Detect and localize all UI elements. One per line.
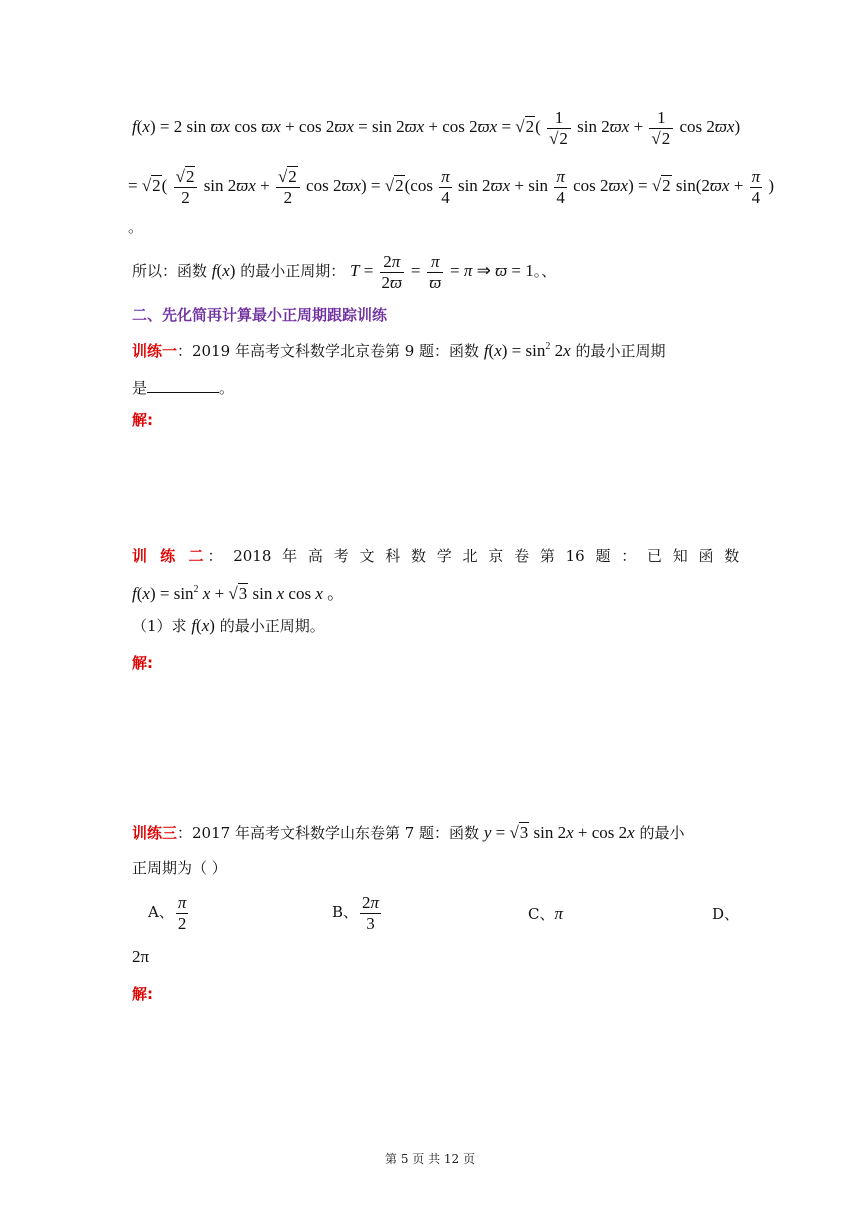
training-2-question — [132, 615, 325, 636]
period-formula: T = — [349, 261, 378, 281]
option-a[interactable] — [148, 893, 190, 933]
page-footer: 第 5 页 共 12 页 — [385, 1152, 475, 1166]
option-b[interactable] — [332, 893, 383, 933]
period-result: = π ⇒ ϖ = 1 — [450, 261, 534, 281]
training-1-text: ：2019 年高考文科数学北京卷第 9 题：函数 — [177, 342, 484, 360]
option-c-value: π — [554, 904, 564, 923]
training-2-question-prefix: （1）求 — [132, 617, 192, 635]
derivation-expr-2d: sin 2ϖx + sin — [457, 175, 549, 195]
training-2-function: $f(x) = \sin^2 x + √3$ sin x cos x 。 — [132, 584, 345, 603]
option-c[interactable] — [528, 903, 563, 924]
derivation-expr-1c: cos 2ϖx) — [679, 116, 741, 136]
training-2-question-suffix: 的最小正周期。 — [219, 617, 325, 635]
training-1-label: 训练一 — [132, 342, 178, 360]
training-1-text-after: 的最小正周期 — [575, 342, 666, 360]
fraction: $\frac{2\pi}{2ϖ}$ — [381, 252, 403, 292]
derivation-expr-2e: cos 2ϖx) = √2 sin(2ϖx + — [573, 175, 748, 195]
option-d-letter: D、 — [712, 905, 740, 923]
training-3-line-1 — [132, 822, 685, 843]
conclusion-suffix: 。、 — [533, 262, 557, 281]
derivation-expr-2f: ) — [768, 175, 775, 195]
option-d-value: 2π — [132, 947, 150, 966]
fraction: $\frac{\pi}{4}$ — [556, 167, 565, 207]
option-c-letter: C、 — [528, 905, 555, 923]
option-d[interactable] — [712, 903, 739, 924]
training-1-solution-label: 解: — [132, 411, 153, 429]
training-1-function: $f(x) = \sin^2 2x$ — [483, 341, 571, 360]
training-3-solution-label: 解: — [132, 985, 153, 1003]
option-b-value: $\frac{2\pi}{3}$ — [362, 893, 380, 933]
training-1-line-2 — [132, 377, 234, 398]
training-2-label: 训 练 二 — [132, 547, 208, 565]
conclusion-prefix: 所以：函数 — [132, 262, 212, 281]
training-3-function: y = √3 sin 2x + cos 2x — [483, 823, 635, 842]
option-b-letter: B、 — [332, 903, 359, 922]
training-3-text: ：2017 年高考文科数学山东卷第 7 题：函数 — [177, 824, 484, 842]
fraction: $\frac{1}{√2}$ — [649, 108, 673, 148]
training-3-label: 训练三 — [132, 824, 178, 842]
derivation-expr-2a: = √2( — [128, 175, 168, 195]
training-2-line-1 — [132, 545, 739, 566]
derivation-period-mark: 。 — [128, 218, 144, 236]
answer-blank[interactable] — [147, 378, 219, 393]
period-eq: = — [410, 261, 421, 281]
function-fx: f(x) — [191, 616, 215, 635]
training-3-line-2: 正周期为（ ） — [132, 859, 227, 877]
derivation-line-2 — [128, 167, 774, 207]
derivation-expr-1: f(x) = 2 sin ϖx cos ϖx + cos 2ϖx = sin 2ϖx + cos 2ϖx = √2( — [132, 116, 541, 136]
fraction: $\frac{√2}{2}$ — [276, 167, 300, 207]
training-2-solution-label: 解: — [132, 654, 153, 672]
training-3-text-after: 的最小 — [639, 824, 685, 842]
fraction: $\frac{\pi}{4}$ — [441, 167, 450, 207]
option-a-letter: A、 — [148, 903, 174, 922]
derivation-expr-1b: sin 2ϖx + — [577, 116, 648, 136]
training-1-line2-text: 是 — [132, 379, 148, 397]
fraction: $\frac{√2}{2}$ — [174, 167, 198, 207]
training-2-text: ： 2018 年 高 考 文 科 数 学 北 京 卷 第 16 题 ： 已 知 函 数 — [207, 547, 740, 565]
training-1-line-1 — [132, 340, 665, 361]
function-fx: f(x) — [211, 261, 236, 281]
conclusion-line — [132, 252, 556, 292]
option-a-value: $\frac{\pi}{2}$ — [177, 893, 187, 933]
derivation-expr-2c: cos 2ϖx) = √2(cos — [306, 175, 433, 195]
section-heading: 二、先化简再计算最小正周期跟踪训练 — [132, 306, 388, 324]
fraction: $\frac{1}{√2}$ — [547, 108, 571, 148]
conclusion-mid: 的最小正周期： — [240, 262, 346, 281]
derivation-expr-2b: sin 2ϖx + — [203, 175, 274, 195]
fraction: $\frac{\pi}{ϖ}$ — [429, 252, 442, 292]
derivation-line-1 — [132, 108, 740, 148]
training-1-line2-end: 。 — [219, 379, 235, 397]
fraction: $\frac{\pi}{4}$ — [751, 167, 761, 207]
